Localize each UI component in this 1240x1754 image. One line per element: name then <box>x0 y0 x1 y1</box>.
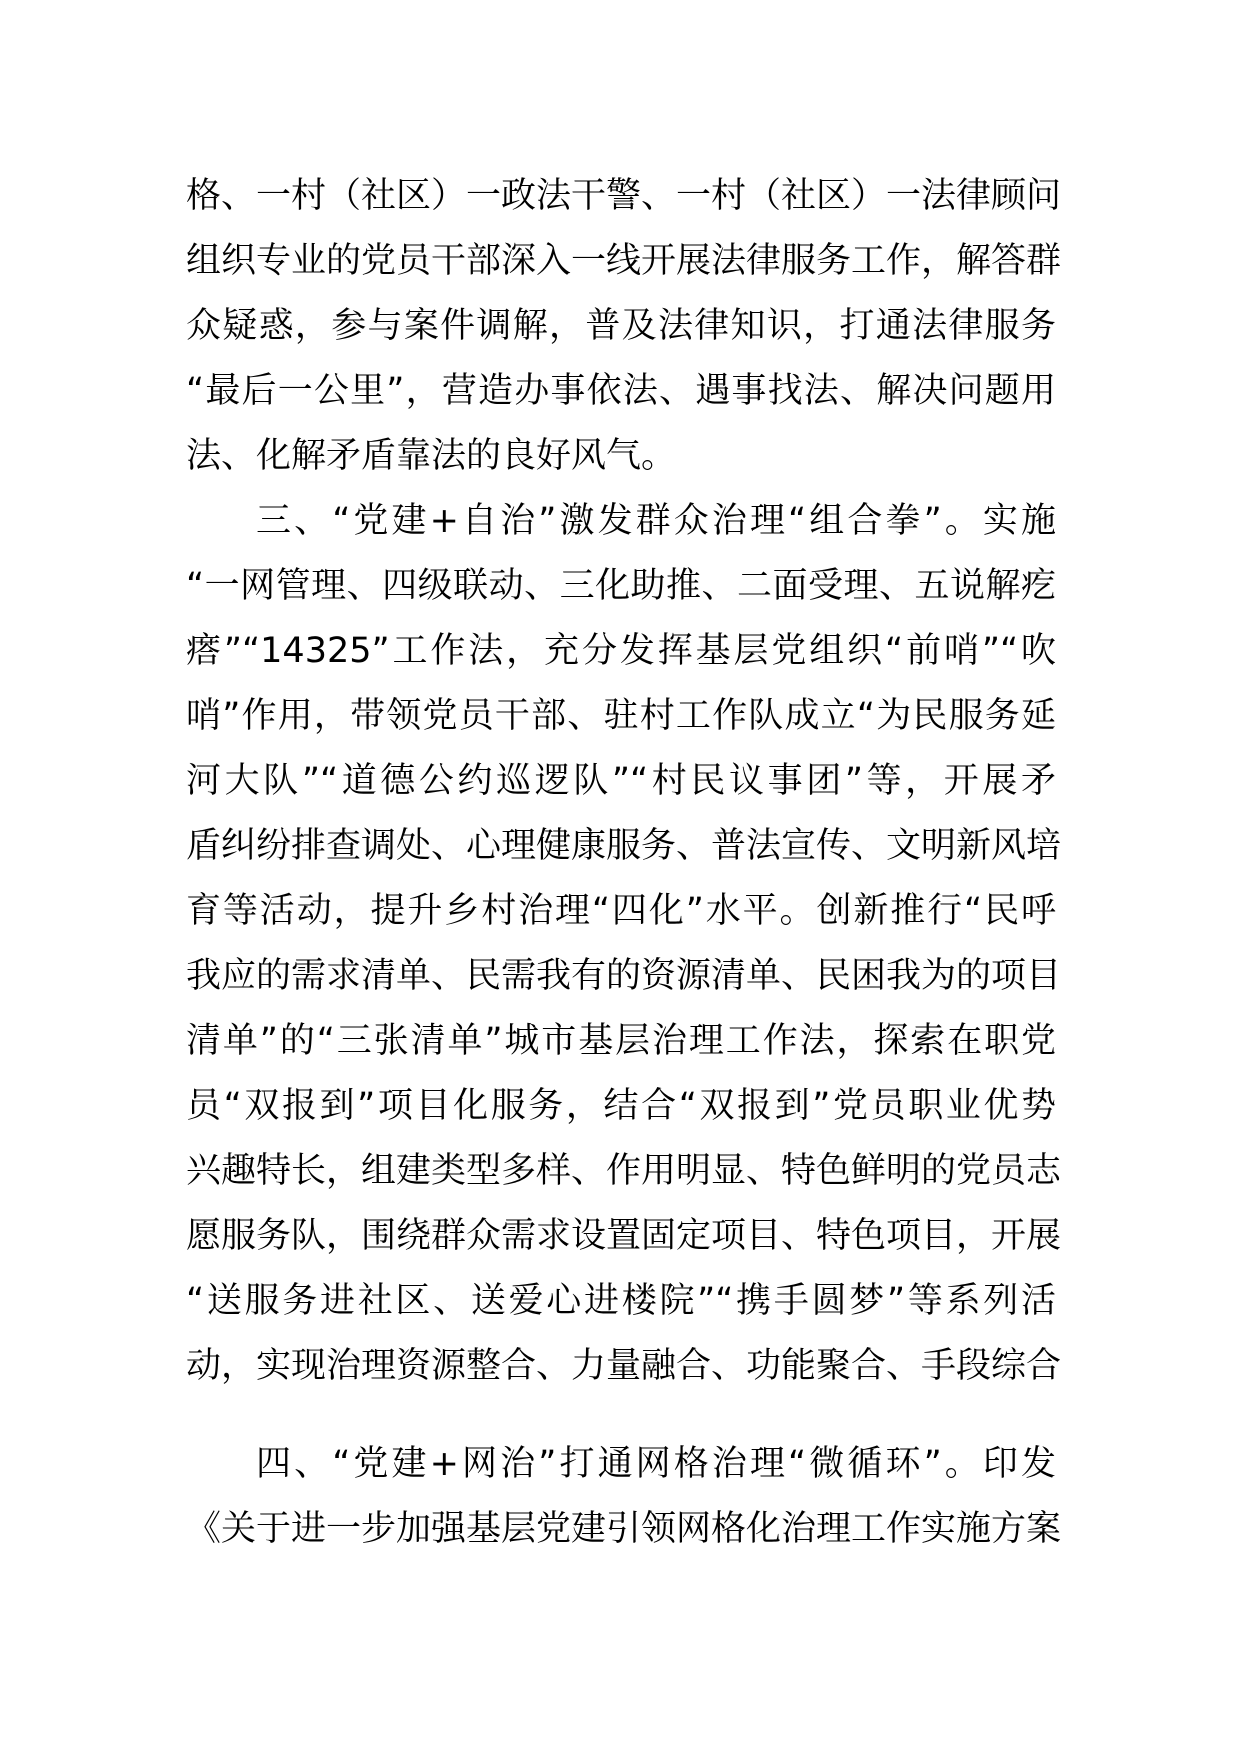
paragraph-party-grid <box>186 1432 1062 1562</box>
paragraph-legal-service <box>186 164 1062 489</box>
text-line: “一网管理、四级联动、三化助推、二面受理、五说解疙 <box>186 566 1056 606</box>
text-line: 动，实现治理资源整合、力量融合、功能聚合、手段综合 <box>186 1346 1062 1386</box>
section-heading-line: 四、“党建+网治”打通网格治理“微循环”。印发 <box>256 1444 1056 1484</box>
text-line: 愿服务队，围绕群众需求设置固定项目、特色项目，开展 <box>186 1216 1062 1256</box>
text-line: “最后一公里”，营造办事依法、遇事找法、解决问题用 <box>186 371 1056 411</box>
text-line: 《关于进一步加强基层党建引领网格化治理工作实施方案 <box>186 1509 1062 1549</box>
paragraph-spacer <box>186 1399 1056 1432</box>
section-heading-line: 三、“党建+自治”激发群众治理“组合拳”。实施 <box>256 501 1056 541</box>
document-body <box>186 164 1062 1562</box>
text-line: “送服务进社区、送爱心进楼院”“携手圆梦”等系列活 <box>186 1281 1056 1321</box>
text-line: 育等活动，提升乡村治理“四化”水平。创新推行“民呼 <box>186 891 1056 931</box>
text-line: 兴趣特长，组建类型多样、作用明显、特色鲜明的党员志 <box>186 1151 1062 1191</box>
text-line: 组织专业的党员干部深入一线开展法律服务工作，解答群 <box>186 241 1062 281</box>
text-line: 我应的需求清单、民需我有的资源清单、民困我为的项目 <box>186 956 1062 996</box>
text-line: 员“双报到”项目化服务，结合“双报到”党员职业优势 <box>186 1086 1056 1126</box>
text-line: 盾纠纷排查调处、心理健康服务、普法宣传、文明新风培 <box>186 826 1062 866</box>
text-line: 格、一村（社区）一政法干警、一村（社区）一法律顾问 <box>186 176 1062 216</box>
text-line: 法、化解矛盾靠法的良好风气。 <box>186 436 677 476</box>
text-line: 河大队”“道德公约巡逻队”“村民议事团”等，开展矛 <box>186 761 1056 801</box>
text-line: 哨”作用，带领党员干部、驻村工作队成立“为民服务延 <box>186 696 1056 736</box>
text-line: 瘩”“14325”工作法，充分发挥基层党组织“前哨”“吹 <box>186 631 1056 671</box>
paragraph-party-autonomy <box>186 489 1062 1399</box>
text-line: 清单”的“三张清单”城市基层治理工作法，探索在职党 <box>186 1021 1056 1061</box>
text-line: 众疑惑，参与案件调解，普及法律知识，打通法律服务 <box>186 306 1056 346</box>
